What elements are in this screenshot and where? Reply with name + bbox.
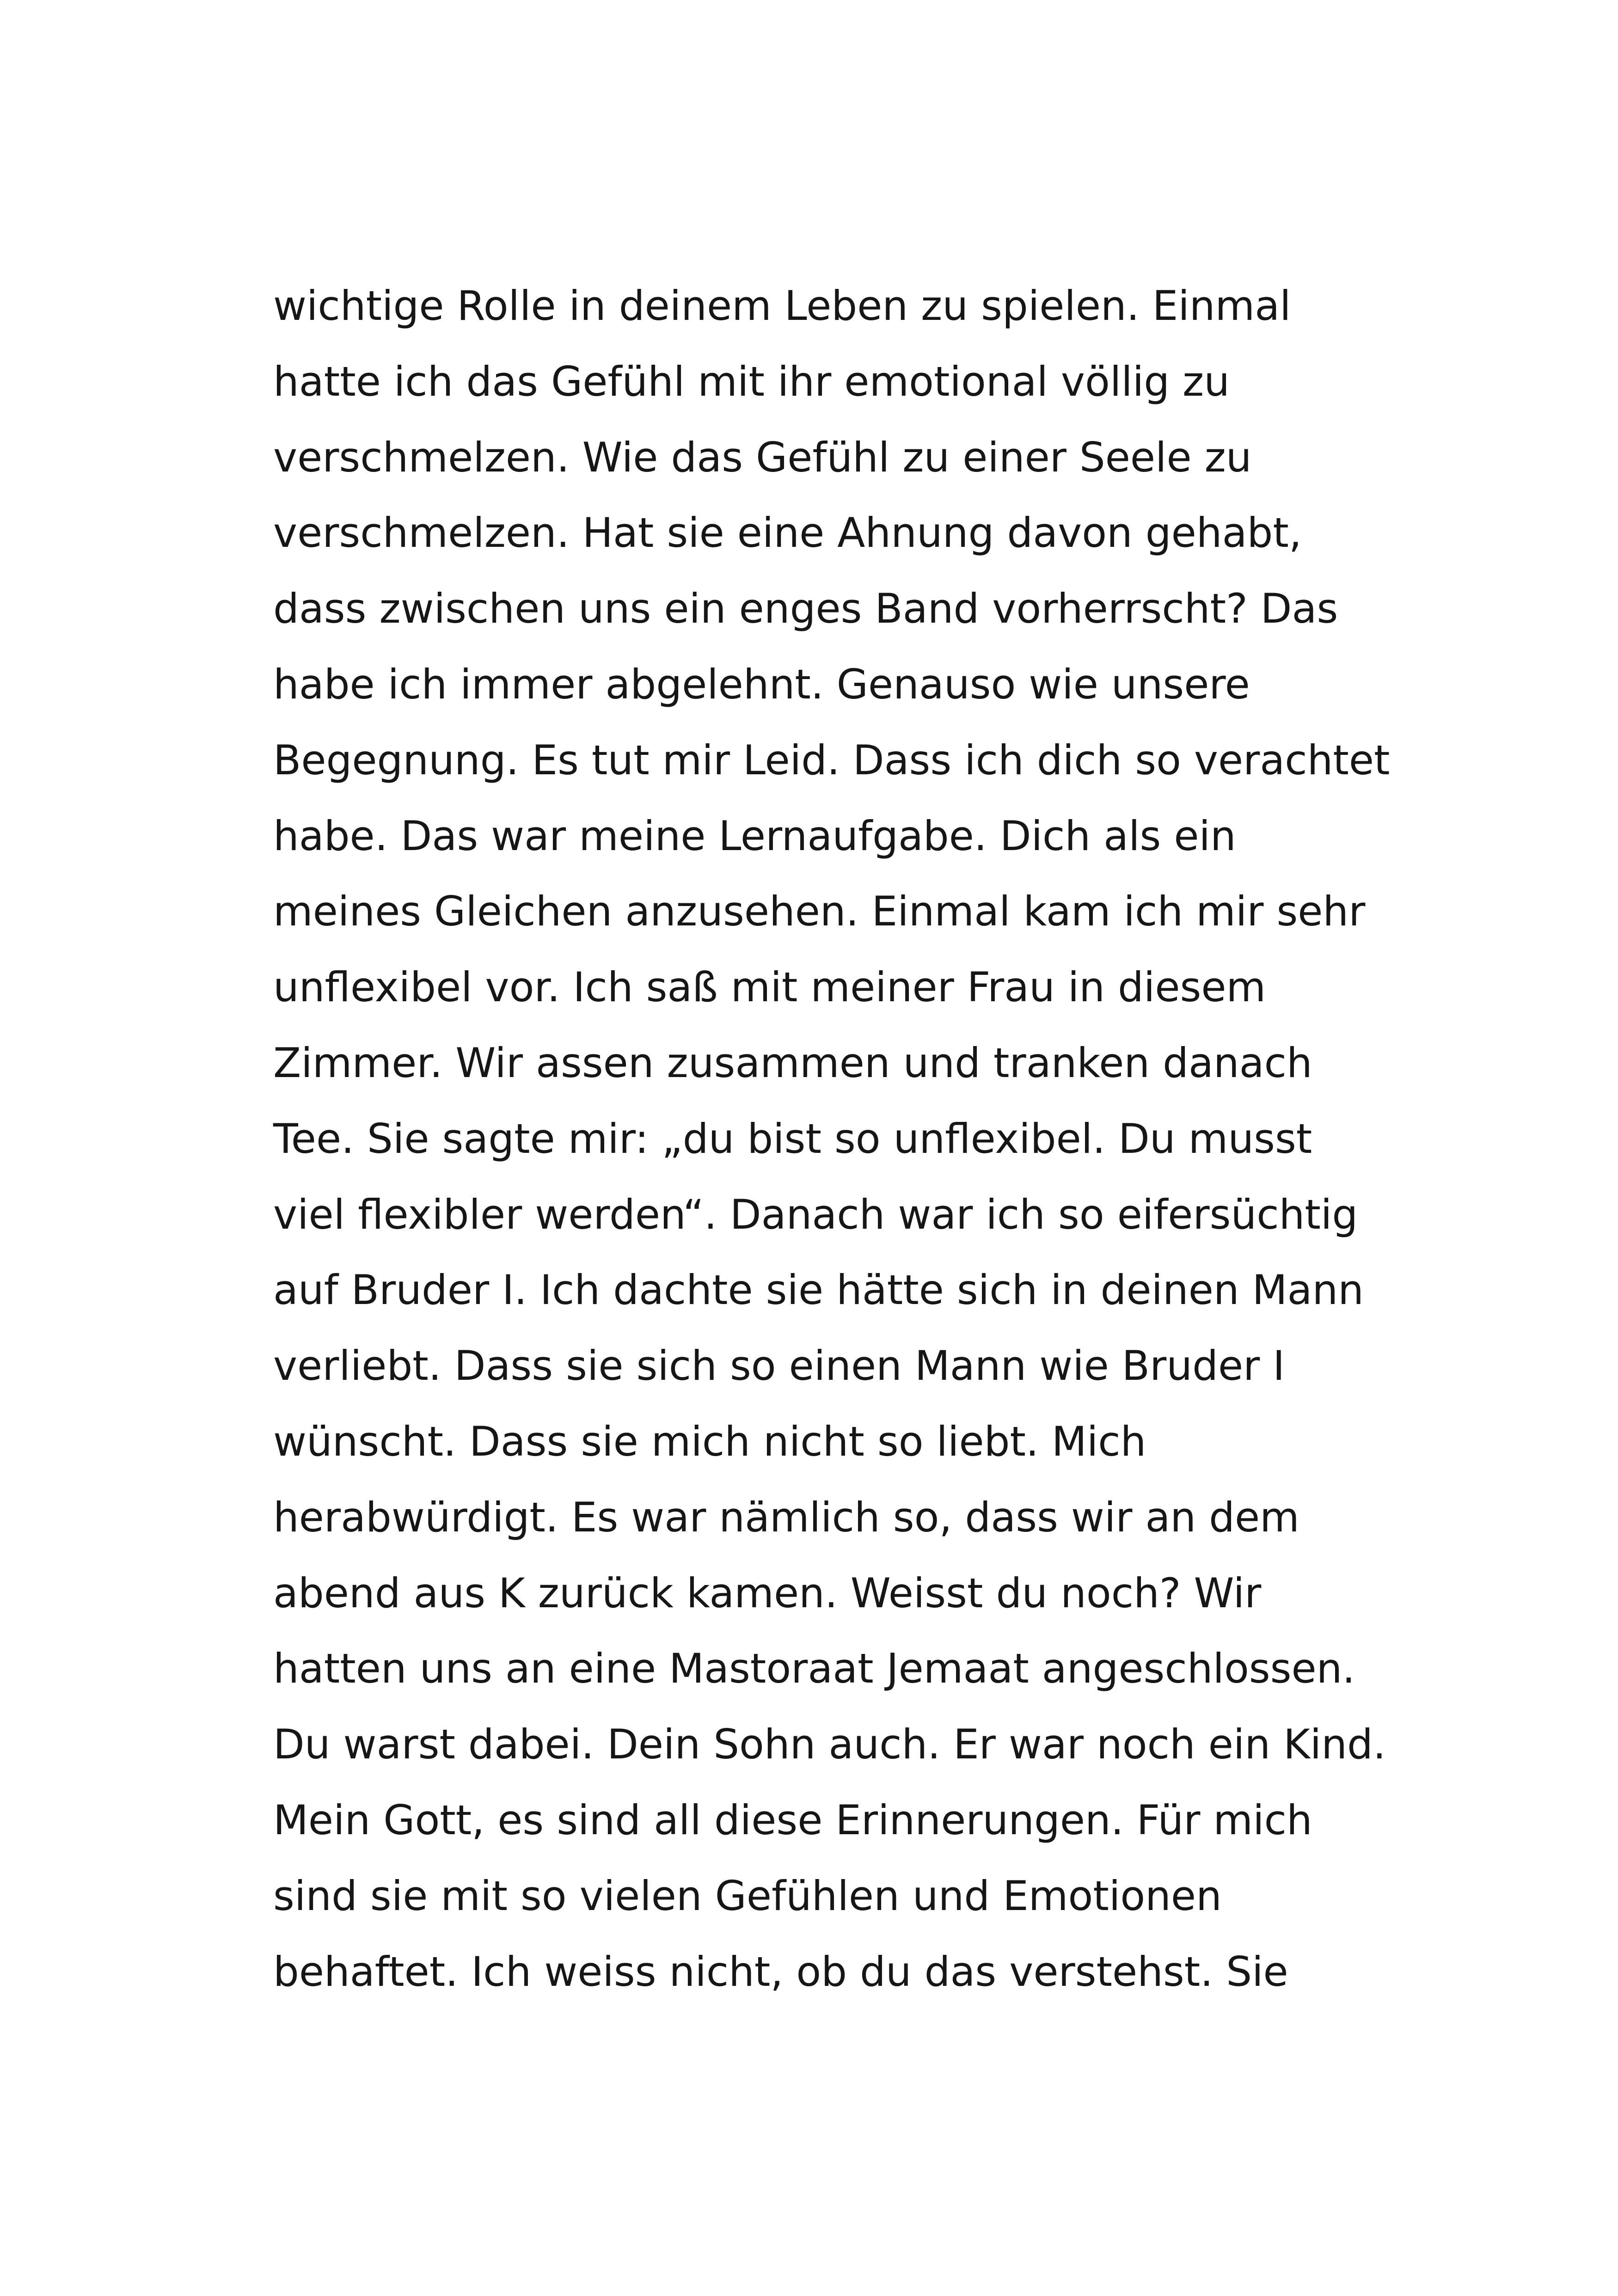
text-line: viel flexibler werden“. Danach war ich so eifersüchtig [273, 1190, 1358, 1238]
text-line: Tee. Sie sagte mir: „du bist so unflexibel. Du musst [273, 1114, 1312, 1163]
text-line: wünscht. Dass sie mich nicht so liebt. Mich [273, 1417, 1146, 1465]
text-line: abend aus K zurück kamen. Weisst du noch? Wir [273, 1569, 1262, 1617]
text-line: Du warst dabei. Dein Sohn auch. Er war noch ein Kind. [273, 1720, 1386, 1769]
text-line: verliebt. Dass sie sich so einen Mann wie Bruder I [273, 1342, 1285, 1390]
text-line: meines Gleichen anzusehen. Einmal kam ich mir sehr [273, 888, 1366, 936]
text-line: Mein Gott, es sind all diese Erinnerungen. Für mich [273, 1796, 1312, 1844]
text-line: verschmelzen. Wie das Gefühl zu einer Seele zu [273, 433, 1252, 481]
body-text [273, 268, 1392, 2009]
text-line: hatten uns an eine Mastoraat Jemaat angeschlossen. [273, 1645, 1355, 1693]
text-line: Zimmer. Wir assen zusammen und tranken danach [273, 1039, 1312, 1087]
text-line: herabwürdigt. Es war nämlich so, dass wir an dem [273, 1493, 1299, 1541]
text-line: behaftet. Ich weiss nicht, ob du das verstehst. Sie [273, 1947, 1288, 1996]
text-line: sind sie mit so vielen Gefühlen und Emotionen [273, 1872, 1222, 1920]
text-line: wichtige Rolle in deinem Leben zu spielen. Einmal [273, 282, 1291, 330]
text-line: habe ich immer abgelehnt. Genauso wie unsere [273, 660, 1250, 708]
text-line: habe. Das war meine Lernaufgabe. Dich als ein [273, 812, 1236, 860]
text-line: hatte ich das Gefühl mit ihr emotional völlig zu [273, 357, 1230, 405]
text-line: Begegnung. Es tut mir Leid. Dass ich dich so verachtet [273, 736, 1390, 784]
text-line: dass zwischen uns ein enges Band vorherrscht? Das [273, 585, 1338, 633]
text-line: unflexibel vor. Ich saß mit meiner Frau in diesem [273, 963, 1266, 1011]
text-line: auf Bruder I. Ich dachte sie hätte sich in deinen Mann [273, 1266, 1364, 1314]
text-line: verschmelzen. Hat sie eine Ahnung davon gehabt, [273, 509, 1302, 557]
